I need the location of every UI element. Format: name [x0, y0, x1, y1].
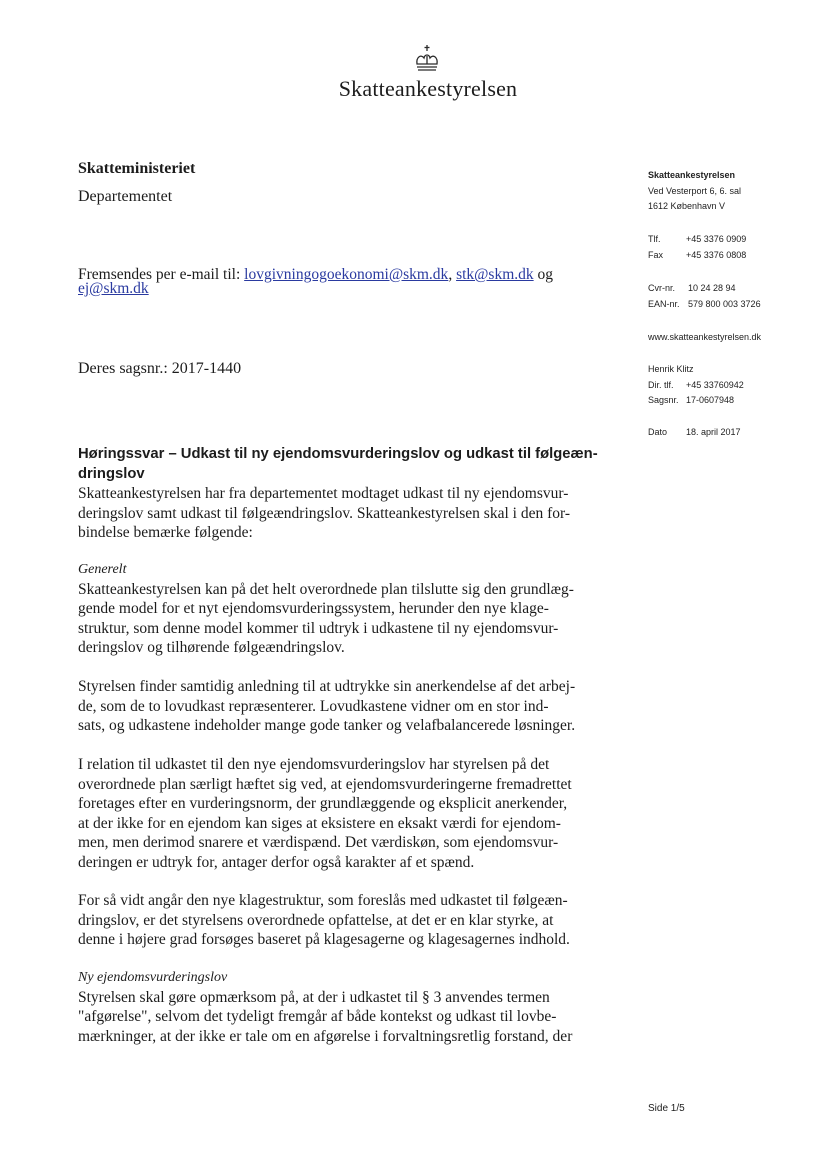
section-heading-new-law: Ny ejendomsvurderingslov [78, 970, 228, 985]
tlf-label: Tlf. [648, 234, 661, 244]
sidebar-phone [648, 232, 746, 263]
fax-value: +45 3376 0808 [686, 249, 747, 260]
paragraph-line: at der ikke for en ejendom kan siges at eksistere en eksakt værdi for ejendom- [78, 814, 561, 832]
cvr-label: Cvr-nr. [648, 283, 675, 293]
paragraph-line: Skatteankestyrelsen kan på det helt overordnede plan tilslutte sig den grundlæg- [78, 580, 574, 598]
contact-name: Henrik Klitz [648, 364, 694, 374]
crown-icon [412, 44, 442, 74]
subject-line: Høringssvar – Udkast til ny ejendomsvurderingslov og udkast til følgeæn- [78, 446, 598, 462]
recipient-name: Skatteministeriet [78, 160, 196, 177]
paragraph-line: sats, og udkastene indeholder mange gode tanker og velafbalancerede løsninger. [78, 717, 576, 734]
sag-value: 17-0607948 [686, 395, 735, 405]
intro-paragraph [78, 484, 618, 543]
sidebar-sender-name: Skatteankestyrelsen [648, 170, 736, 180]
paragraph-line: foretages efter en vurderingsnorm, der grundlæggende og eksplicit anerkender, [78, 795, 568, 812]
sidebar-address-2: 1612 København V [648, 201, 726, 211]
recipient-department: Departementet [78, 188, 173, 205]
page-number: Side 1/5 [648, 1103, 685, 1114]
org-name: Skatteankestyrelsen [338, 76, 518, 101]
paragraph-line: denne i højere grad forsøges baseret på klagesagerne og klagesagernes indhold. [78, 931, 570, 948]
paragraph-4 [78, 891, 618, 950]
email-link-3[interactable]: ej@skm.dk [78, 280, 149, 297]
email-prefix: Fremsendes per e-mail til: [78, 266, 245, 283]
email-link-2[interactable]: stk@skm.dk [456, 266, 534, 283]
paragraph-line: For så vidt angår den nye klagestruktur, som foreslås med udkastet til følgeæn- [78, 892, 568, 909]
paragraph-line: overordnede plan særligt hæftet sig ved, at ejendomsvurderingerne fremadrettet [78, 775, 572, 793]
case-number: Deres sagsnr.: 2017-1440 [78, 360, 242, 377]
paragraph-line: deringen er udtryk for, antager derfor også karakter af et spænd. [78, 853, 475, 871]
paragraph-line: men, men derimod snarere et værdispænd. Det værdiskøn, som ejendomsvur- [78, 834, 559, 851]
ean-label: EAN-nr. [648, 298, 680, 309]
email-og: og [533, 266, 554, 283]
paragraph-line: dringslov, er det styrelsens overordnede opfattelse, at det er en klar styrke, at [78, 911, 554, 929]
sag-label: Sagsnr. [648, 395, 679, 405]
date-label: Dato [648, 427, 668, 437]
paragraph-line: Styrelsen finder samtidig anledning til at udtrykke sin anerkendelse af det arbej- [78, 678, 576, 695]
sidebar-contact [648, 362, 744, 409]
section-new-law [78, 968, 618, 1046]
tlf-value: +45 3376 0909 [686, 234, 747, 244]
ean-value: 579 800 003 3726 [688, 298, 761, 309]
fax-label: Fax [648, 249, 664, 260]
paragraph-line: gende model for et nyt ejendomsvurderingssystem, herunder den nye klage- [78, 600, 549, 617]
paragraph-line: "afgørelse", selvom det tydeligt fremgår af både kontekst og udkast til lovbe- [78, 1008, 557, 1025]
section-general [78, 560, 618, 658]
dir-value: +45 33760942 [686, 379, 744, 390]
paragraph-line: bindelse bemærke følgende: [78, 524, 253, 541]
section-heading-general: Generelt [78, 562, 127, 577]
email-separator: , [448, 266, 457, 283]
subject-line: dringslov [78, 466, 145, 482]
paragraph-2 [78, 677, 618, 736]
paragraph-line: struktur, som denne model kommer til udtryk i udkastene til ny ejendomsvur- [78, 619, 559, 637]
subject-heading [78, 444, 618, 484]
paragraph-line: Styrelsen skal gøre opmærksom på, at der i udkastet til § 3 anvendes termen [78, 988, 550, 1006]
sidebar-address-1: Ved Vesterport 6, 6. sal [648, 185, 742, 196]
dir-label: Dir. tlf. [648, 379, 674, 390]
paragraph-3 [78, 755, 618, 872]
paragraph-line: I relation til udkastet til den nye ejendomsvurderingslov har styrelsen på det [78, 756, 550, 773]
paragraph-line: deringslov og tilhørende følgeændringslov. [78, 639, 345, 656]
sidebar-date [648, 425, 741, 441]
email-link-1[interactable]: lovgivningogoekonomi@skm.dk [244, 266, 449, 283]
cvr-value: 10 24 28 94 [688, 283, 736, 293]
email-line [78, 268, 598, 296]
paragraph-line: de, som de to lovudkast repræsenterer. Lovudkastene vidner om en stor ind- [78, 697, 549, 715]
sidebar-website[interactable]: www.skatteankestyrelsen.dk [648, 332, 762, 342]
sidebar-ids [648, 281, 761, 312]
date-value: 18. april 2017 [686, 427, 741, 437]
paragraph-line: mærkninger, at der ikke er tale om en afgørelse i forvaltningsretlig forstand, der [78, 1027, 573, 1045]
paragraph-line: Skatteankestyrelsen har fra departementet modtaget udkast til ny ejendomsvur- [78, 485, 569, 502]
sidebar-sender [648, 168, 741, 215]
paragraph-line: deringslov samt udkast til følgeændringslov. Skatteankestyrelsen skal i den for- [78, 504, 571, 522]
